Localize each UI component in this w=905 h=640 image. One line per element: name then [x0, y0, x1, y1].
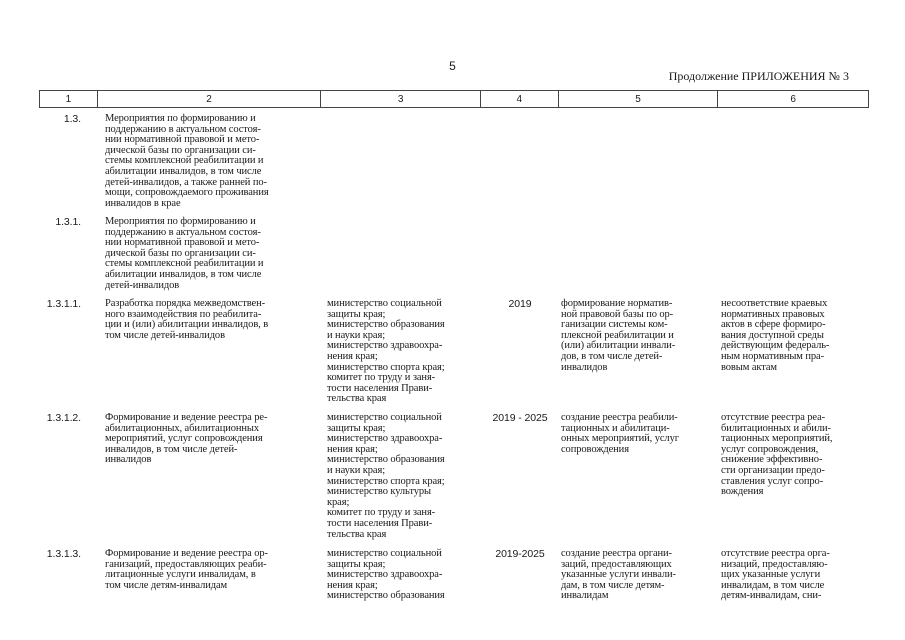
table-row [39, 549, 869, 602]
column-number: 4 [481, 91, 559, 107]
column-number: 5 [559, 91, 719, 107]
row-number: 1.3.1. [55, 216, 81, 228]
measure-name: Разработка порядка межведомствен- ного взаимодействия по реабилита- ции и (или) абилитации инвалидов, в том числе детей-инвалидов [105, 298, 269, 341]
consequence-cell: отсутствие реестра орга- низаций, предоставляю- щих указанные услуги инвалидам, в том числе детям-инвалидам, сни- [721, 548, 830, 602]
measure-name: Формирование и ведение реестра ор- ганизаций, предоставляющих реаби- литационные услуги инвалидам, в том числе детям-инвалидам [105, 548, 268, 591]
row-number: 1.3.1.2. [46, 412, 81, 424]
executor-cell: министерство социальной защиты края; министерство здравоохра- нения края; министерство образования и науки края; министерство спорта края; министерство культуры края; комитет по труду и заня- тости населения Прави- тельства края [327, 412, 445, 540]
consequence-cell [719, 217, 869, 291]
column-number: 3 [321, 91, 481, 107]
result-cell [559, 114, 719, 209]
executor-cell: министерство социальной защиты края; министерство здравоохра- нения края; министерство образования [327, 548, 445, 602]
table-row [39, 413, 869, 540]
measure-name: Формирование и ведение реестра ре- абилитационных, абилитационных мероприятий, услуг сопровождения инвалидов, в том числе детей- инвалидов [105, 412, 268, 466]
term-cell: 2019 [508, 298, 532, 310]
row-number: 1.3.1.1. [46, 298, 81, 310]
result-cell: формирование норматив- ной правовой базы по ор- ганизации системы ком- плексной реабилитации и (или) абилитации инвали- дов, в том числе детей- инвалидов [561, 298, 676, 373]
term-cell: 2019-2025 [495, 548, 545, 560]
column-number: 1 [40, 91, 98, 107]
executor-cell [321, 114, 481, 209]
row-number: 1.3.1.3. [46, 548, 81, 560]
column-number: 6 [790, 93, 796, 105]
executor-cell: министерство социальной защиты края; министерство образования и науки края; министерство здравоохра- нения края; министерство спорта края; комитет по труду и заня- тости населения Прави- тельства края [327, 298, 445, 405]
consequence-cell: отсутствие реестра реа- билитационных и абили- тационных мероприятий, услуг сопровождения, снижение эффективно- сти организации предо- ставления услуг сопро- вождения [721, 412, 833, 498]
measure-name: Мероприятия по формированию и поддержанию в актуальном состоя- нии нормативной правовой и мето- дической базы по организации си- стемы комплексной реабилитации и абилитации инвалидов, в том числе детей-инвалидов, а также ранней по- мощи, сопровождаемого проживания инвалидов в крае [105, 113, 269, 209]
column-number-header [39, 90, 869, 108]
table-row [39, 217, 869, 291]
column-number: 2 [98, 91, 321, 107]
term-cell: 2019 - 2025 [492, 412, 548, 424]
measure-name: Мероприятия по формированию и поддержанию в актуальном состоя- нии нормативной правовой и мето- дической базы по организации си- стемы комплексной реабилитации и абилитации инвалидов, в том числе детей-инвалидов [105, 216, 264, 291]
table-row [39, 299, 869, 405]
page-number: 5 [449, 59, 456, 73]
table-row [39, 114, 869, 209]
row-number: 1.3. [63, 113, 81, 125]
term-cell [481, 217, 559, 291]
consequence-cell [719, 114, 869, 209]
executor-cell [321, 217, 481, 291]
consequence-cell: несоответствие краевых нормативных правовых актов в сфере формиро- вания доступной среды действующим федераль- ным нормативным пра- вовым актам [721, 298, 830, 373]
result-cell: создание реестра органи- заций, предоставляющих указанные услуги инвали- дам, в том числе детям- инвалидам [561, 548, 676, 602]
appendix-continuation-note: Продолжение ПРИЛОЖЕНИЯ № 3 [668, 69, 849, 83]
result-cell: создание реестра реабили- тационных и абилитаци- онных мероприятий, услуг сопровождения [561, 412, 679, 455]
result-cell [559, 217, 719, 291]
term-cell [481, 114, 559, 209]
